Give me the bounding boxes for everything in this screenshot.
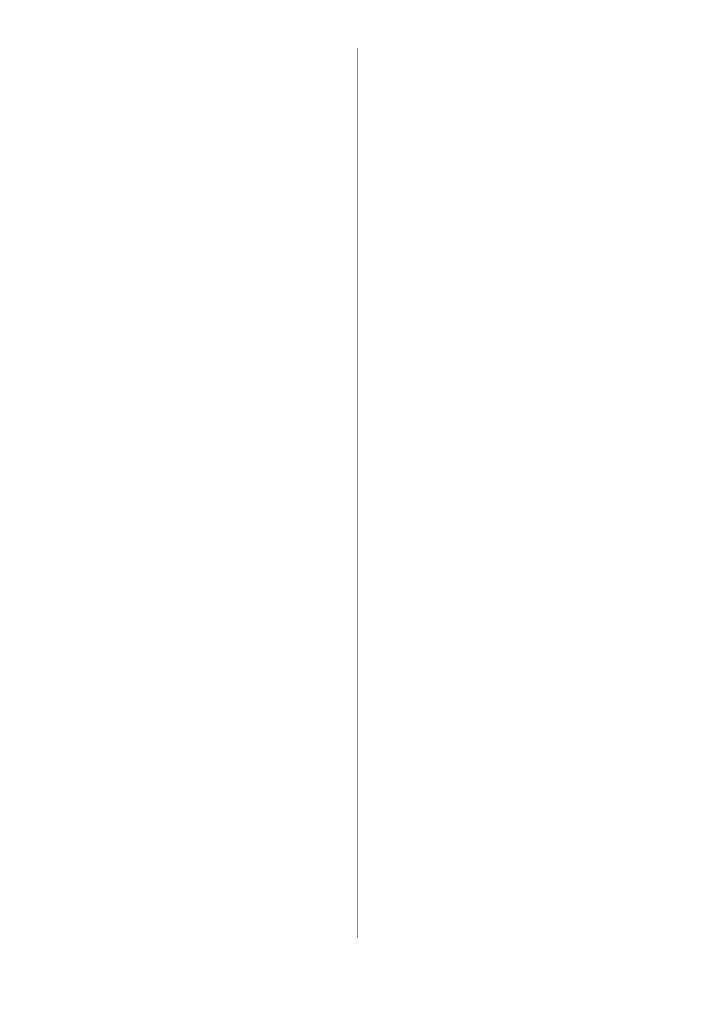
column-divider <box>357 48 358 938</box>
